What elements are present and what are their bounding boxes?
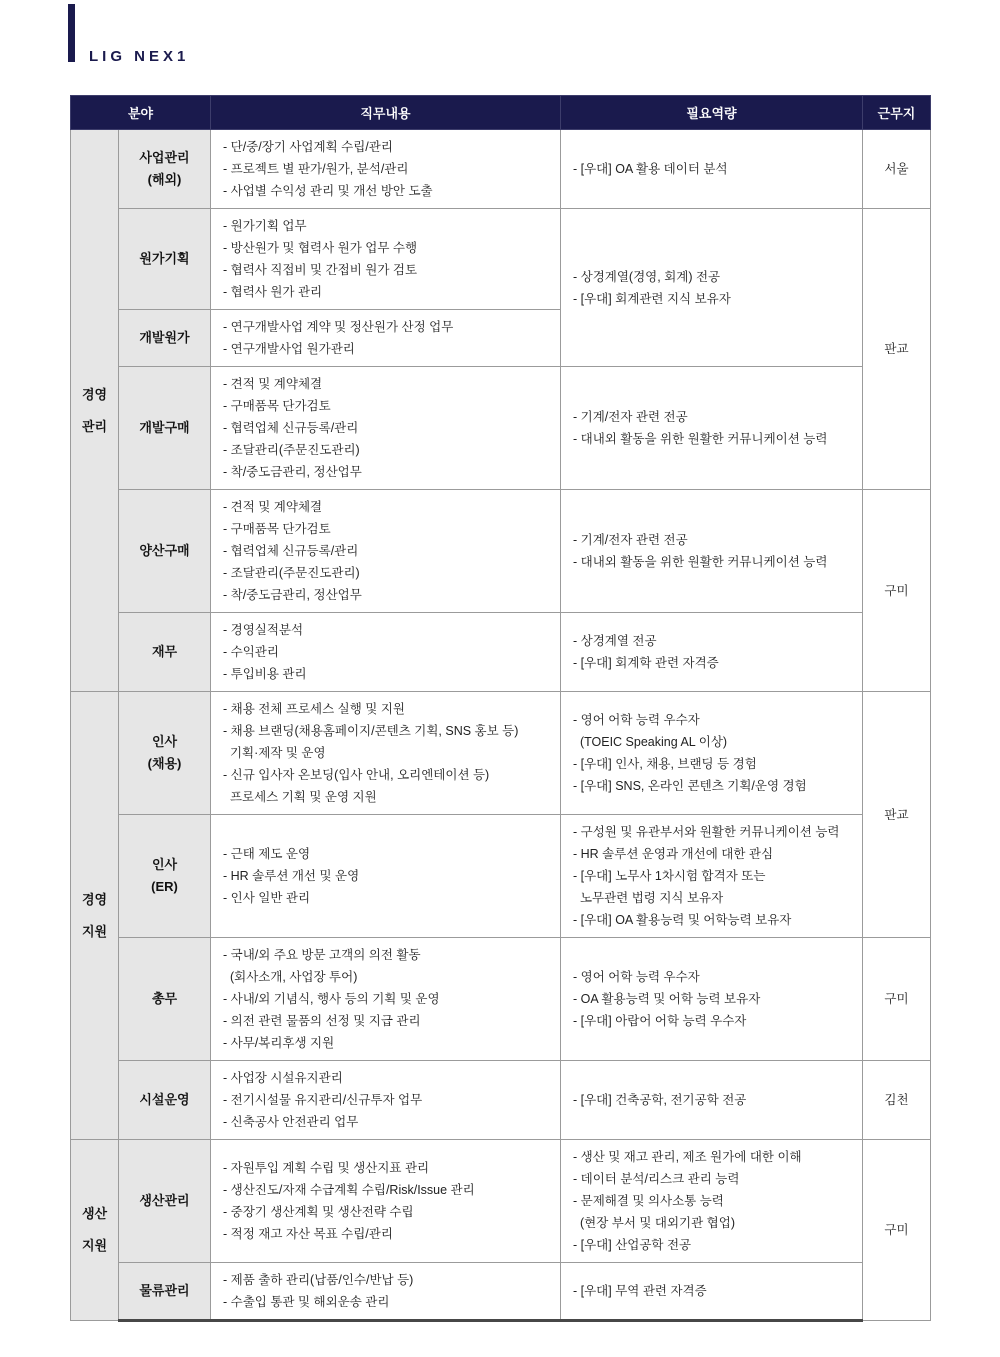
table-row (71, 692, 931, 815)
duties-cell: - 채용 전체 프로세스 실행 및 지원 - 채용 브랜딩(채용홈페이지/콘텐츠 기획, SNS 홍보 등) 기획·제작 및 운영 - 신규 입사자 온보딩(입사 안내, 오리엔테이션 등) 프로세스 기획 및 운영 지원 (211, 692, 561, 815)
duties-cell: - 자원투입 계획 수립 및 생산지표 관리 - 생산진도/자재 수급계획 수립/Risk/Issue 관리 - 중장기 생산계획 및 생산전략 수립 - 적정 재고 자산 목표 수립/관리 (211, 1140, 561, 1263)
table-row (71, 1263, 931, 1321)
category-cell: 물류관리 (119, 1263, 211, 1321)
header-duties: 직무내용 (211, 96, 561, 130)
duties-cell: - 단/중/장기 사업계획 수립/관리 - 프로젝트 별 판가/원가, 분석/관리 - 사업별 수익성 관리 및 개선 방안 도출 (211, 130, 561, 209)
group-cell: 경영 관리 (71, 130, 119, 692)
duties-cell: - 제품 출하 관리(납품/인수/반납 등) - 수출입 통관 및 해외운송 관리 (211, 1263, 561, 1321)
duties-cell: - 사업장 시설유지관리 - 전기시설물 유지관리/신규투자 업무 - 신축공사 안전관리 업무 (211, 1061, 561, 1140)
group-cell: 생산 지원 (71, 1140, 119, 1321)
duties-cell: - 국내/외 주요 방문 고객의 의전 활동 (회사소개, 사업장 투어) - 사내/외 기념식, 행사 등의 기획 및 운영 - 의전 관련 물품의 선정 및 지급 관리 - 사무/복리후생 지원 (211, 938, 561, 1061)
category-cell: 원가기획 (119, 209, 211, 310)
location-cell: 구미 (863, 490, 931, 692)
location-cell: 김천 (863, 1061, 931, 1140)
skills-cell: - [우대] OA 활용 데이터 분석 (561, 130, 863, 209)
duties-cell: - 원가기획 업무 - 방산원가 및 협력사 원가 업무 수행 - 협력사 직접비 및 간접비 원가 검토 - 협력사 원가 관리 (211, 209, 561, 310)
logo-bar (68, 4, 75, 62)
category-cell: 시설운영 (119, 1061, 211, 1140)
skills-cell: - 상경계열(경영, 회계) 전공 - [우대] 회계관련 지식 보유자 (561, 209, 863, 367)
category-cell: 양산구매 (119, 490, 211, 613)
category-cell: 총무 (119, 938, 211, 1061)
category-cell: 개발원가 (119, 310, 211, 367)
skills-cell: - 영어 어학 능력 우수자 (TOEIC Speaking AL 이상) - [우대] 인사, 채용, 브랜딩 등 경험 - [우대] SNS, 온라인 콘텐츠 기획/운영 경험 (561, 692, 863, 815)
group-cell: 경영 지원 (71, 692, 119, 1140)
duties-cell: - 견적 및 계약체결 - 구매품목 단가검토 - 협력업체 신규등록/관리 - 조달관리(주문진도관리) - 착/중도금관리, 정산업무 (211, 367, 561, 490)
table-row (71, 613, 931, 692)
location-cell: 판교 (863, 209, 931, 490)
skills-cell: - 기계/전자 관련 전공 - 대내외 활동을 위한 원활한 커뮤니케이션 능력 (561, 367, 863, 490)
duties-cell: - 견적 및 계약체결 - 구매품목 단가검토 - 협력업체 신규등록/관리 - 조달관리(주문진도관리) - 착/중도금관리, 정산업무 (211, 490, 561, 613)
logo-text: LIG NEX1 (89, 48, 190, 65)
skills-cell: - 생산 및 재고 관리, 제조 원가에 대한 이해 - 데이터 분석/리스크 관리 능력 - 문제해결 및 의사소통 능력 (현장 부서 및 대외기관 협업) - [우대] 산업공학 전공 (561, 1140, 863, 1263)
location-cell: 서울 (863, 130, 931, 209)
skills-cell: - [우대] 건축공학, 전기공학 전공 (561, 1061, 863, 1140)
duties-cell: - 근태 제도 운영 - HR 솔루션 개선 및 운영 - 인사 일반 관리 (211, 815, 561, 938)
table-row (71, 1140, 931, 1263)
location-cell: 구미 (863, 938, 931, 1061)
table-row (71, 130, 931, 209)
skills-cell: - 상경계열 전공 - [우대] 회계학 관련 자격증 (561, 613, 863, 692)
category-cell: 인사 (ER) (119, 815, 211, 938)
location-cell: 판교 (863, 692, 931, 938)
skills-cell: - [우대] 무역 관련 자격증 (561, 1263, 863, 1321)
header-row (71, 96, 931, 130)
location-cell: 구미 (863, 1140, 931, 1321)
header-field: 분야 (71, 96, 211, 130)
lig-nex1-logo (68, 4, 368, 74)
table-row (71, 367, 931, 490)
category-cell: 사업관리 (해외) (119, 130, 211, 209)
duties-cell: - 경영실적분석 - 수익관리 - 투입비용 관리 (211, 613, 561, 692)
header-skills: 필요역량 (561, 96, 863, 130)
table-row (71, 938, 931, 1061)
table-row (71, 1061, 931, 1140)
category-cell: 재무 (119, 613, 211, 692)
job-table-body (71, 130, 931, 1321)
category-cell: 개발구매 (119, 367, 211, 490)
duties-cell: - 연구개발사업 계약 및 정산원가 산정 업무 - 연구개발사업 원가관리 (211, 310, 561, 367)
skills-cell: - 영어 어학 능력 우수자 - OA 활용능력 및 어학 능력 보유자 - [우대] 아랍어 어학 능력 우수자 (561, 938, 863, 1061)
job-table (70, 95, 931, 1322)
category-cell: 인사 (채용) (119, 692, 211, 815)
skills-cell: - 구성원 및 유관부서와 원활한 커뮤니케이션 능력 - HR 솔루션 운영과 개선에 대한 관심 - [우대] 노무사 1차시험 합격자 또는 노무관련 법령 지식 보유자 - [우대] OA 활용능력 및 어학능력 보유자 (561, 815, 863, 938)
header-location: 근무지 (863, 96, 931, 130)
skills-cell: - 기계/전자 관련 전공 - 대내외 활동을 위한 원활한 커뮤니케이션 능력 (561, 490, 863, 613)
table-row (71, 490, 931, 613)
table-row (71, 815, 931, 938)
table-row (71, 209, 931, 310)
category-cell: 생산관리 (119, 1140, 211, 1263)
